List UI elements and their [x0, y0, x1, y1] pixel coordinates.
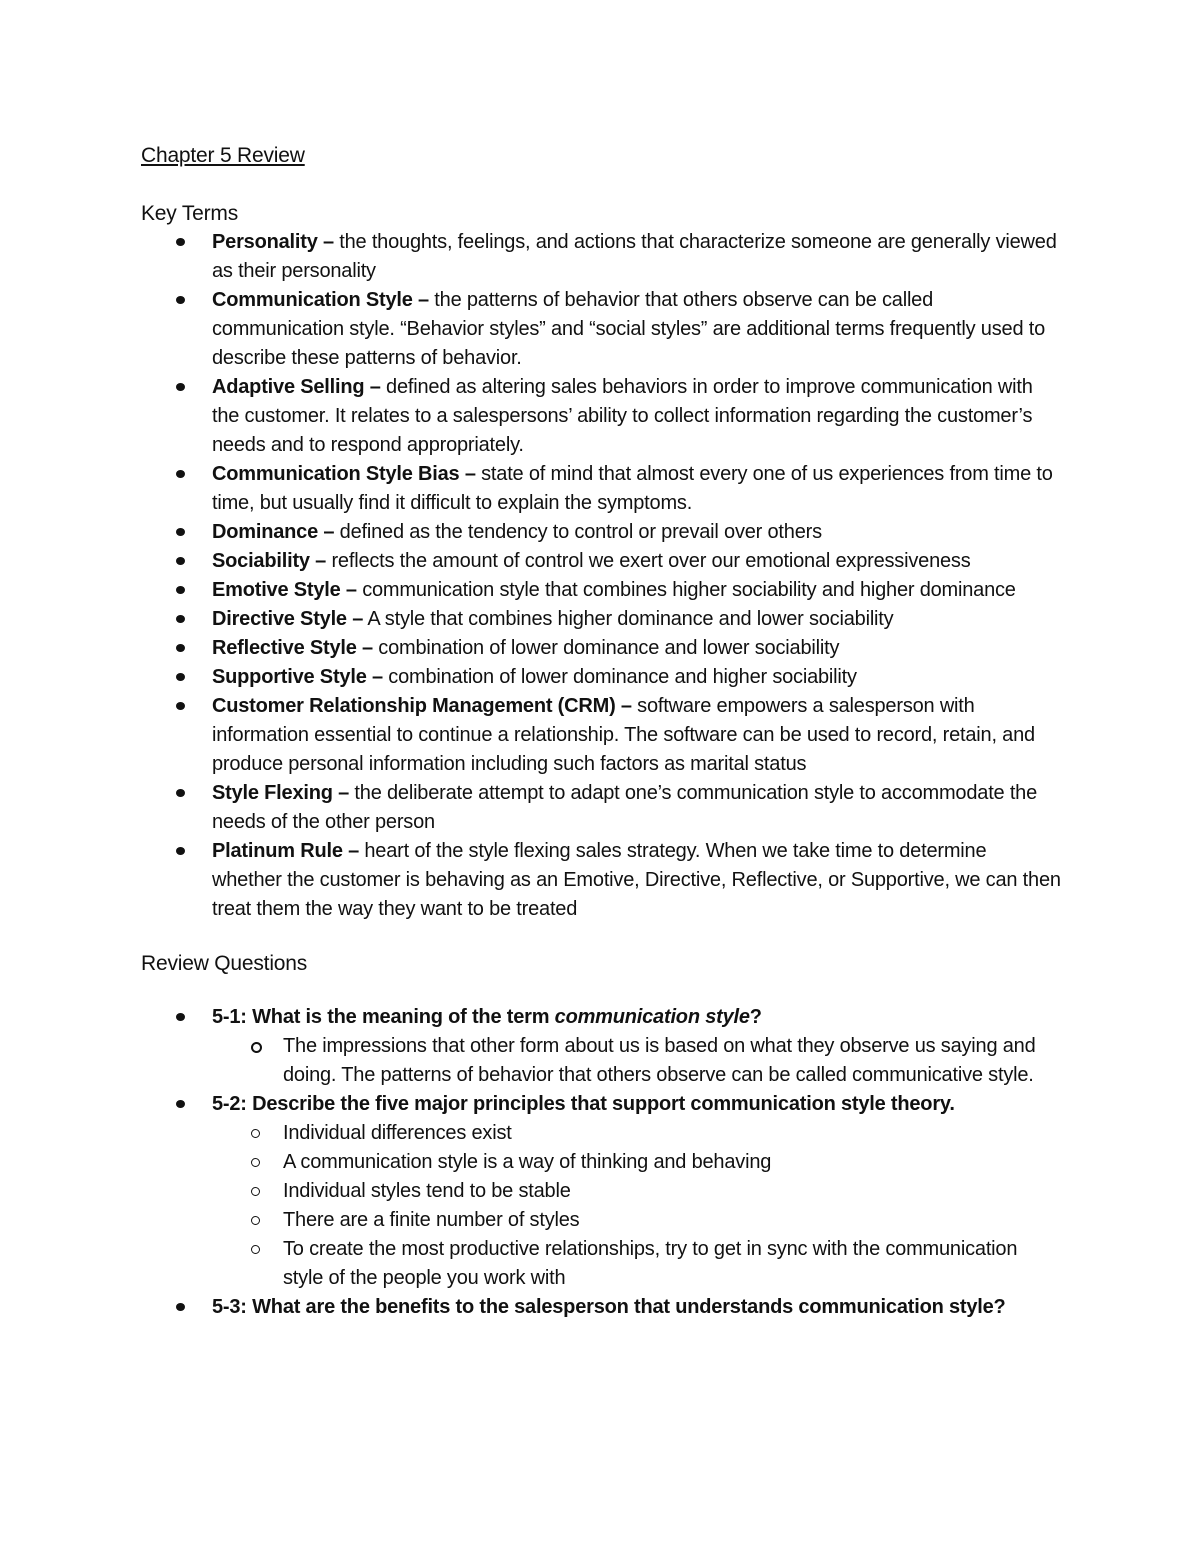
- term-name: Style Flexing –: [212, 782, 350, 804]
- question-item: [141, 1293, 1061, 1322]
- document-page: [141, 138, 1061, 1322]
- term-definition: heart of the style flexing sales strategy. When we take time to determine whether the customer is behaving as an Emotive, Directive, Reflective, or Supportive, we can then treat them the way they want to be treated: [212, 840, 1061, 920]
- key-term-item: [141, 634, 1061, 663]
- key-term-item: [141, 605, 1061, 634]
- key-terms-heading: Key Terms: [141, 202, 239, 225]
- term-name: Adaptive Selling –: [212, 376, 381, 398]
- question-text: 5-1: What is the meaning of the term: [212, 1006, 555, 1028]
- term-name: Sociability –: [212, 550, 327, 572]
- question-item: [141, 1090, 1061, 1293]
- term-definition: the thoughts, feelings, and actions that characterize someone are generally viewed as their personality: [212, 231, 1057, 282]
- term-name: Personality –: [212, 231, 334, 253]
- answer-item: The impressions that other form about us is based on what they observe us saying and doing. The patterns of behavior that others observe can be called communicative style.: [212, 1032, 1061, 1090]
- term-name: Platinum Rule –: [212, 840, 360, 862]
- answer-item: A communication style is a way of thinking and behaving: [212, 1148, 1061, 1177]
- answer-list: [212, 1119, 1061, 1293]
- key-term-item: [141, 692, 1061, 779]
- term-definition: combination of lower dominance and higher sociability: [382, 666, 857, 688]
- answer-item: To create the most productive relationships, try to get in sync with the communication style of the people you work with: [212, 1235, 1061, 1293]
- key-terms-list: [141, 228, 1061, 924]
- term-name: Communication Style Bias –: [212, 463, 476, 485]
- spacer: [141, 978, 1061, 1003]
- term-definition: state of mind that almost every one of us experiences from time to time, but usually find it difficult to explain the symptoms.: [212, 463, 1053, 514]
- question-suffix: ?: [749, 1006, 762, 1028]
- question-emphasis: communication style: [554, 1006, 750, 1028]
- key-term-item: [141, 837, 1061, 924]
- page-title: Chapter 5 Review: [141, 144, 305, 167]
- term-definition: defined as altering sales behaviors in order to improve communication with the customer. It relates to a salespersons’ ability to collect information regarding the customer’s needs and to respond appropriately.: [212, 376, 1033, 456]
- key-term-item: [141, 286, 1061, 373]
- key-term-item: [141, 576, 1061, 605]
- key-term-item: [141, 779, 1061, 837]
- key-term-item: [141, 228, 1061, 286]
- term-name: Communication Style –: [212, 289, 429, 311]
- term-name: Dominance –: [212, 521, 335, 543]
- term-definition: the patterns of behavior that others observe can be called communication style. “Behavior styles” and “social styles” are additional terms frequently used to describe these patterns of behavior.: [212, 289, 1045, 369]
- review-questions-list: [141, 1003, 1061, 1322]
- question-text: 5-2: Describe the five major principles that support communication style theory.: [212, 1093, 955, 1115]
- term-definition: software empowers a salesperson with information essential to continue a relationship. The software can be used to record, retain, and produce personal information including such factors as marital status: [212, 695, 1035, 775]
- term-definition: reflects the amount of control we exert over our emotional expressiveness: [326, 550, 971, 572]
- term-name: Supportive Style –: [212, 666, 383, 688]
- term-definition: defined as the tendency to control or prevail over others: [334, 521, 822, 543]
- answer-item: There are a finite number of styles: [212, 1206, 1061, 1235]
- answer-list: [212, 1032, 1061, 1090]
- term-name: Directive Style –: [212, 608, 364, 630]
- term-definition: the deliberate attempt to adapt one’s communication style to accommodate the needs of the other person: [212, 782, 1038, 833]
- key-term-item: [141, 663, 1061, 692]
- spacer: [141, 174, 1061, 199]
- key-term-item: [141, 518, 1061, 547]
- term-name: Customer Relationship Management (CRM) –: [212, 695, 632, 717]
- key-term-item: [141, 547, 1061, 576]
- answer-item: Individual styles tend to be stable: [212, 1177, 1061, 1206]
- key-term-item: [141, 460, 1061, 518]
- term-name: Emotive Style –: [212, 579, 357, 601]
- term-definition: combination of lower dominance and lower sociability: [372, 637, 840, 659]
- spacer: [141, 924, 1061, 949]
- term-name: Reflective Style –: [212, 637, 373, 659]
- question-text: 5-3: What are the benefits to the salesperson that understands communication style?: [212, 1296, 1006, 1318]
- term-definition: A style that combines higher dominance and lower sociability: [363, 608, 894, 630]
- question-item: [141, 1003, 1061, 1090]
- term-definition: communication style that combines higher sociability and higher dominance: [356, 579, 1016, 601]
- key-term-item: [141, 373, 1061, 460]
- review-questions-heading: Review Questions: [141, 952, 308, 975]
- answer-item: Individual differences exist: [212, 1119, 1061, 1148]
